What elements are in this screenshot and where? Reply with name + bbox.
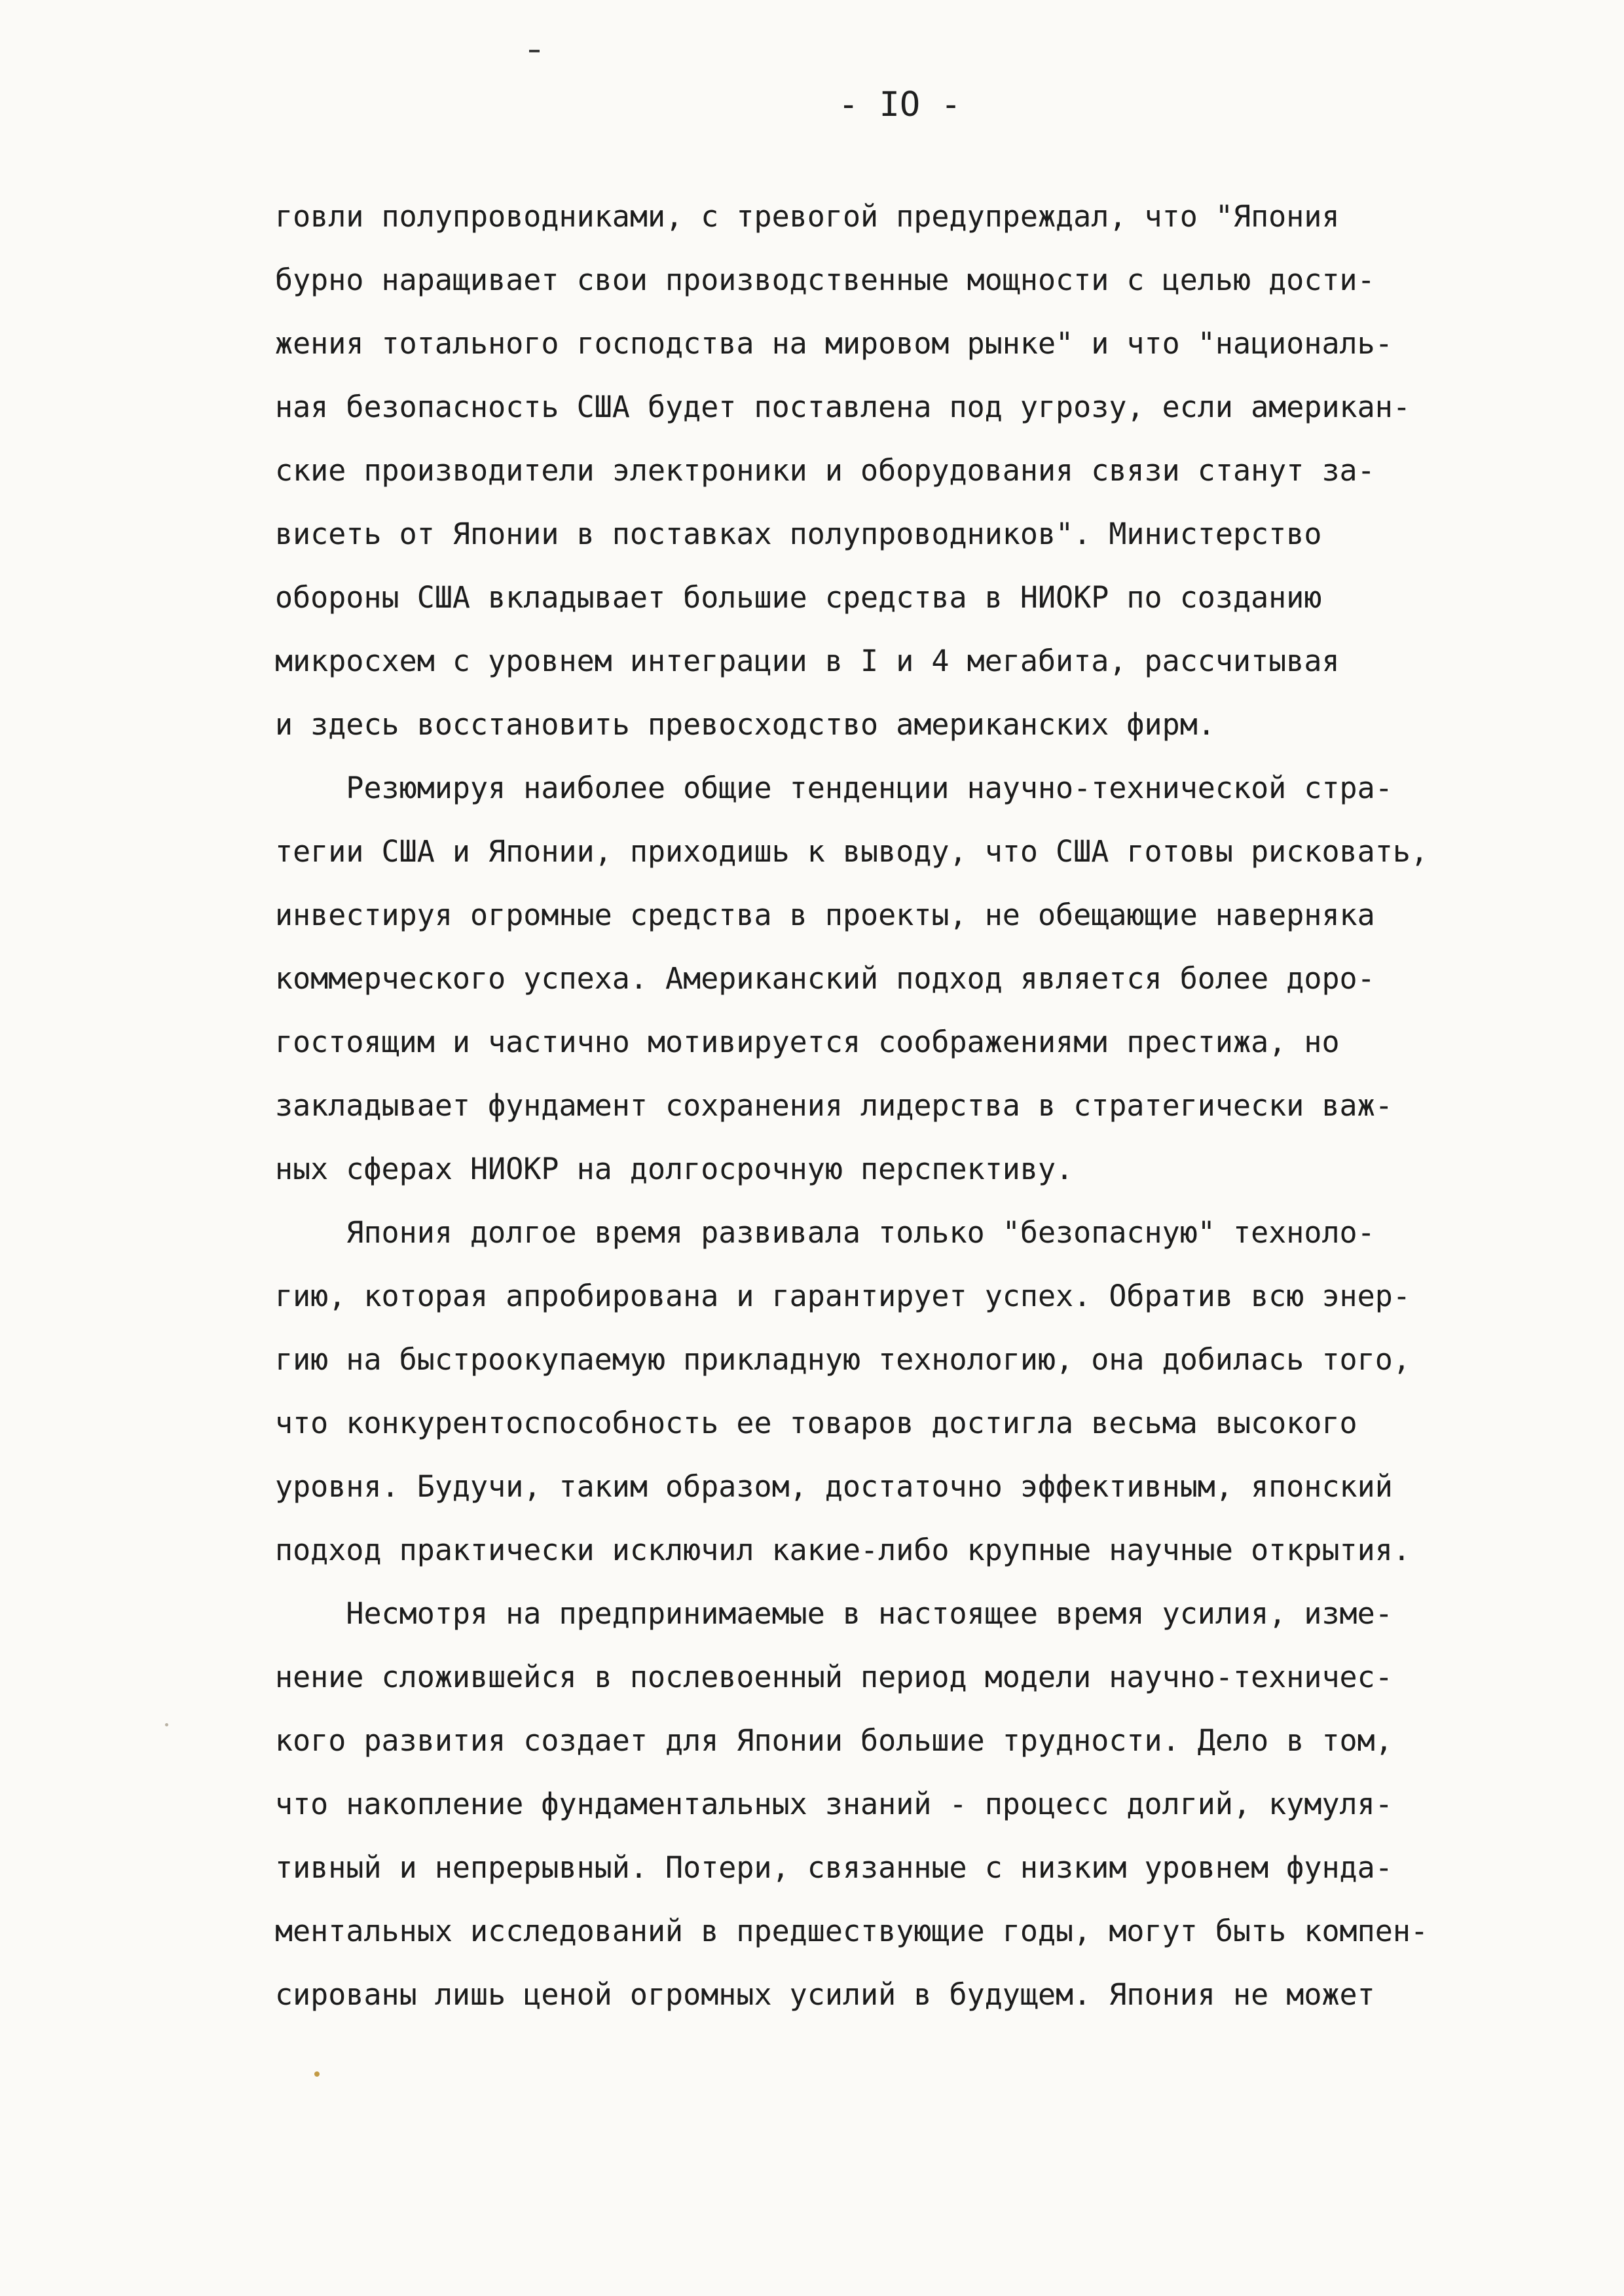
text-line: ных сферах НИОКР на долгосрочную перспективу.: [275, 1152, 1074, 1186]
text-line: нение сложившейся в послевоенный период модели научно-техничес-: [275, 1660, 1393, 1694]
text-line: гостоящим и частично мотивируется соображениями престижа, но: [275, 1025, 1340, 1059]
text-line: жения тотального господства на мировом рынке" и что "националь-: [275, 326, 1393, 361]
text-line: подход практически исключил какие-либо крупные научные открытия.: [275, 1533, 1411, 1567]
text-line: кого развития создает для Японии большие трудности. Дело в том,: [275, 1723, 1393, 1758]
text-line: тивный и непрерывный. Потери, связанные с низким уровнем фунда-: [275, 1850, 1393, 1885]
text-line: висеть от Японии в поставках полупроводников". Министерство: [275, 517, 1322, 551]
text-line: тегии США и Японии, приходишь к выводу, что США готовы рисковать,: [275, 834, 1428, 869]
text-line: обороны США вкладывает большие средства в НИОКР по созданию: [275, 580, 1322, 615]
text-line: уровня. Будучи, таким образом, достаточно эффективным, японский: [275, 1469, 1393, 1504]
text-line: ские производители электроники и оборудования связи станут за-: [275, 453, 1375, 488]
text-line: ная безопасность США будет поставлена под угрозу, если американ-: [275, 390, 1411, 424]
text-line: коммерческого успеха. Американский подход является более доро-: [275, 961, 1375, 996]
text-line: Резюмируя наиболее общие тенденции научно-технической стра-: [275, 771, 1393, 805]
page-number: - IO -: [838, 85, 961, 124]
text-line: микросхем с уровнем интеграции в I и 4 мегабита, рассчитывая: [275, 644, 1340, 678]
text-line: гию, которая апробирована и гарантирует успех. Обратив всю энер-: [275, 1279, 1411, 1313]
text-line: ментальных исследований в предшествующие годы, могут быть компен-: [275, 1914, 1428, 1948]
text-line: что конкурентоспособность ее товаров достигла весьма высокого: [275, 1406, 1357, 1440]
text-line: говли полупроводниками, с тревогой предупреждал, что "Япония: [275, 199, 1340, 234]
text-line: гию на быстроокупаемую прикладную технологию, она добилась того,: [275, 1342, 1411, 1377]
text-line: сированы лишь ценой огромных усилий в будущем. Япония не может: [275, 1977, 1375, 2012]
text-line: что накопление фундаментальных знаний - процесс долгий, кумуля-: [275, 1787, 1393, 1821]
paper-spot: [165, 1723, 168, 1726]
text-line: и здесь восстановить превосходство американских фирм.: [275, 707, 1215, 742]
stray-mark: [529, 50, 540, 52]
text-line: бурно наращивает свои производственные мощности с целью дости-: [275, 263, 1375, 297]
body-text: [275, 185, 1585, 2026]
text-line: инвестируя огромные средства в проекты, не обещающие наверняка: [275, 898, 1375, 932]
text-line: закладывает фундамент сохранения лидерства в стратегически важ-: [275, 1088, 1393, 1123]
text-line: Япония долгое время развивала только "безопасную" техноло-: [275, 1215, 1375, 1250]
paper-spot: [314, 2071, 320, 2077]
text-line: Несмотря на предпринимаемые в настоящее время усилия, изме-: [275, 1596, 1393, 1631]
